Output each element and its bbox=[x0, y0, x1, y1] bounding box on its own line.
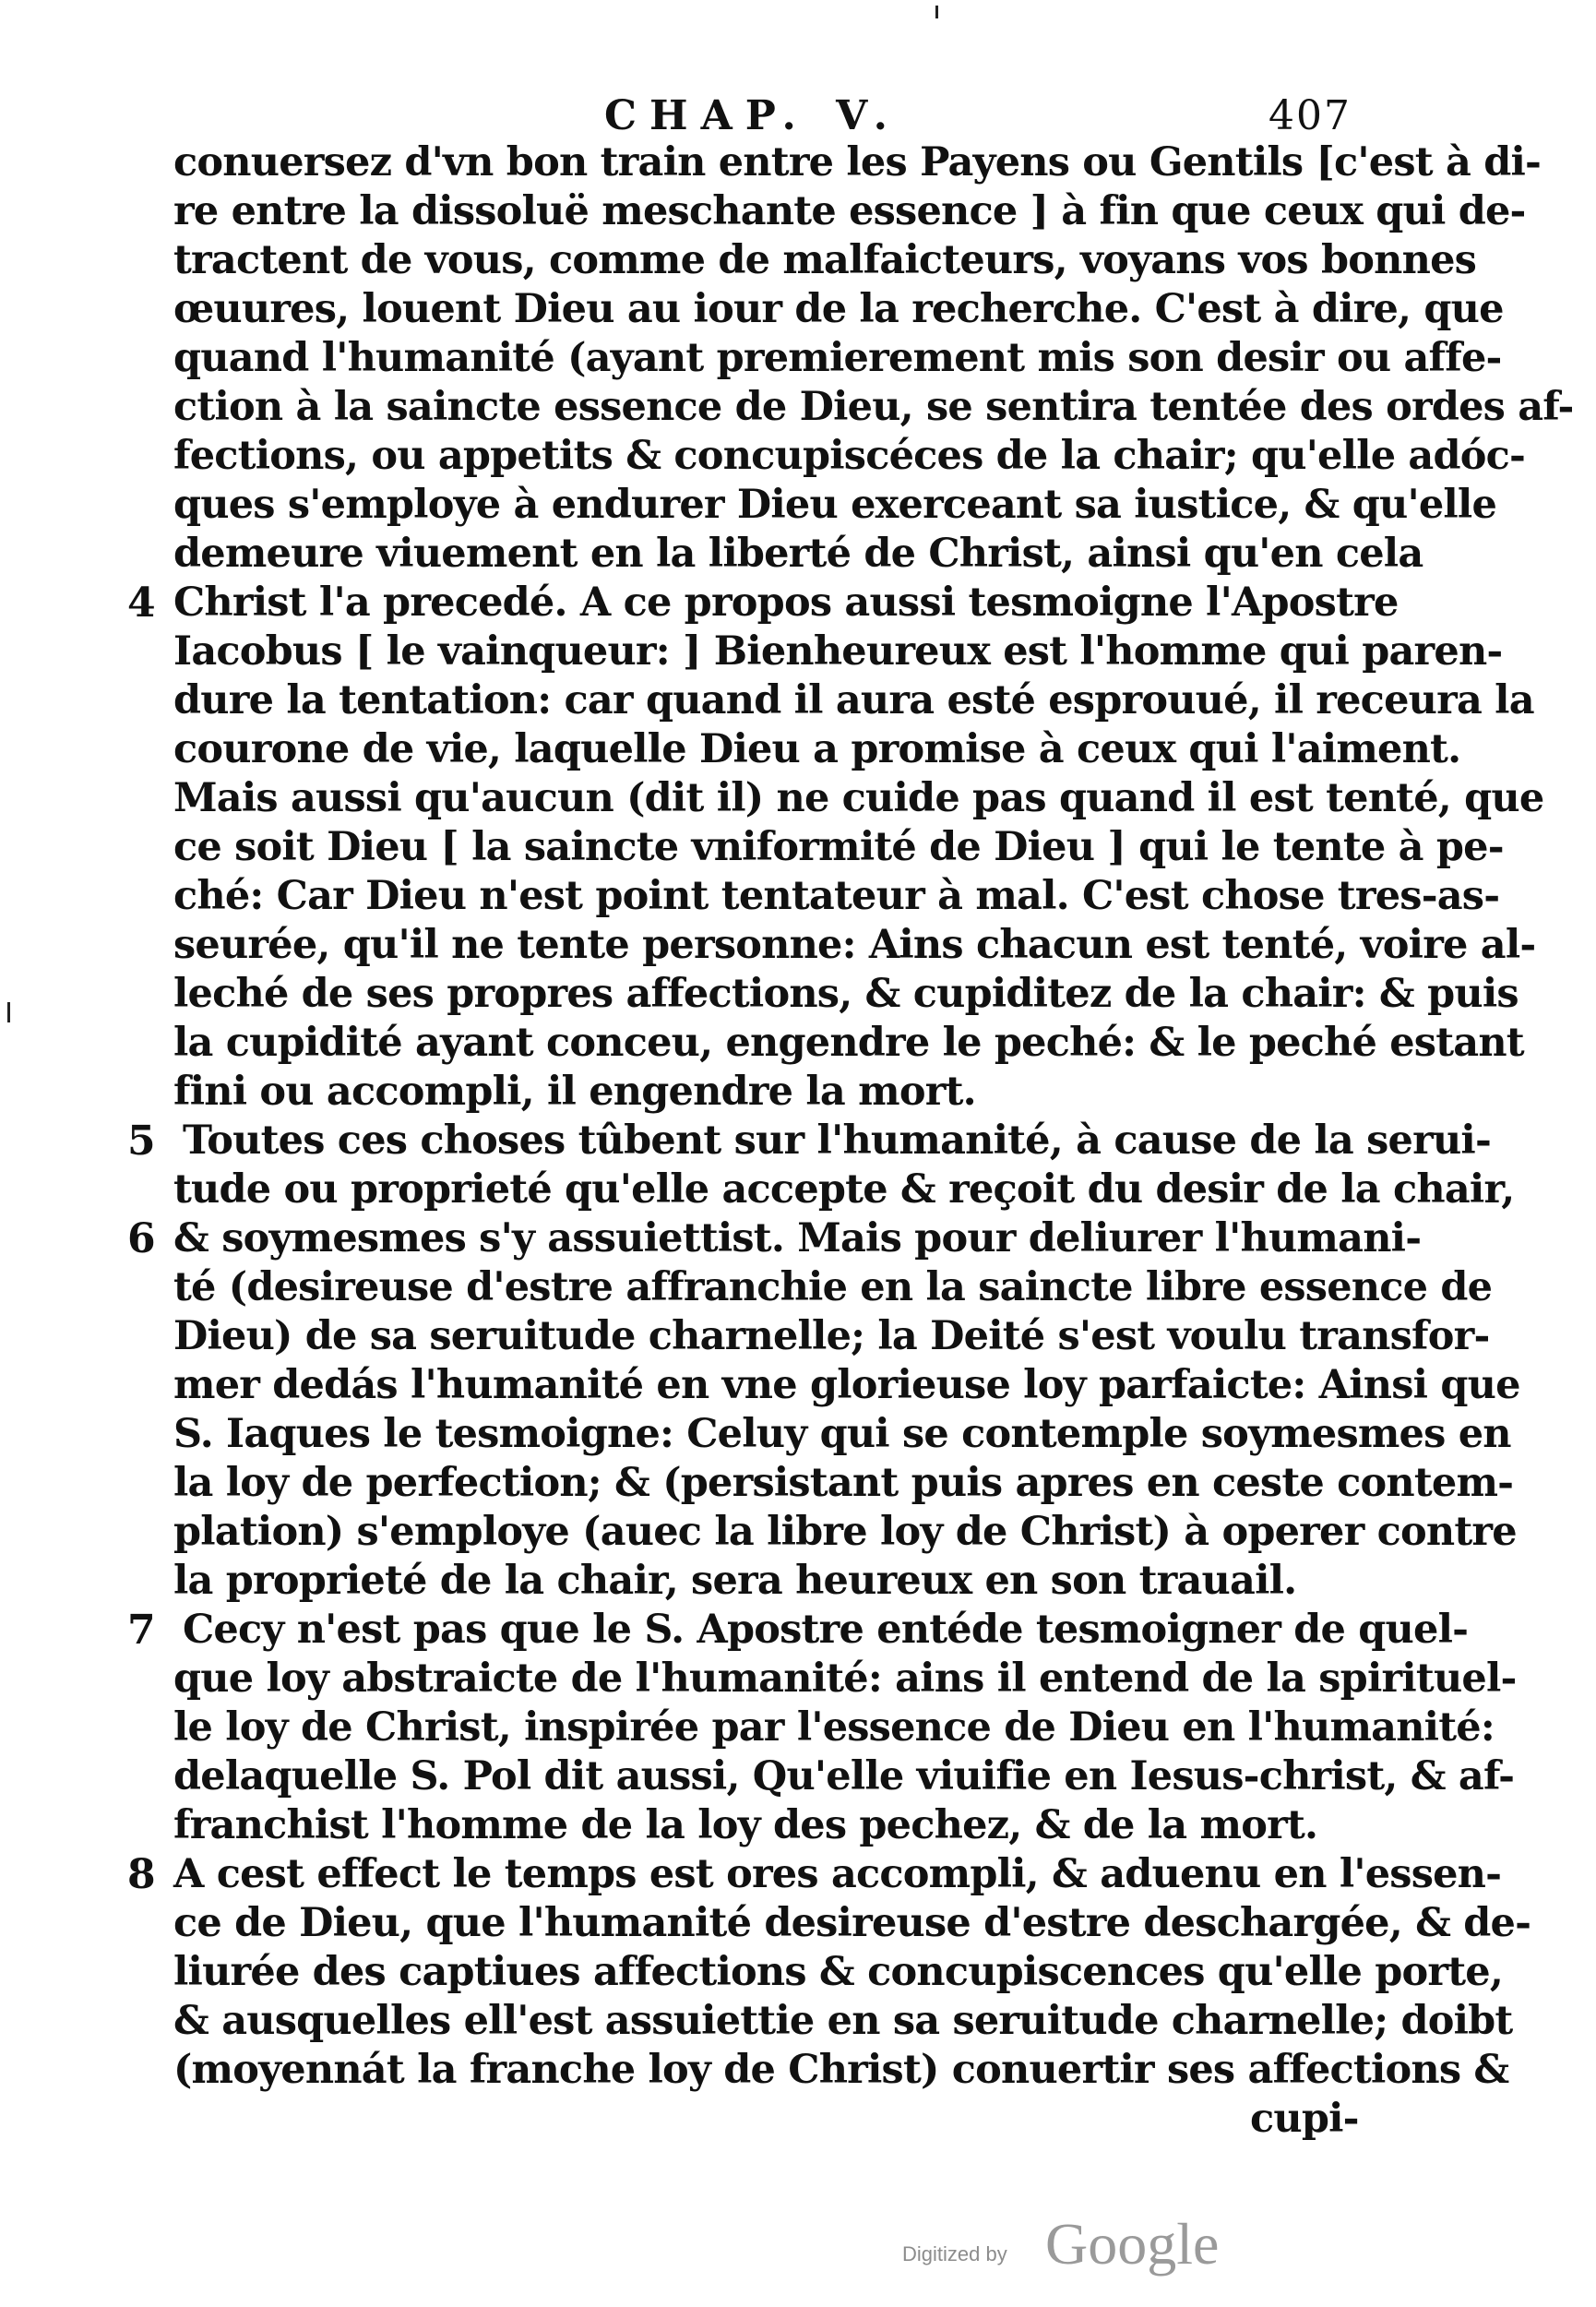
ink-speck bbox=[935, 6, 938, 18]
text-line: plation) s'employe (auec la libre loy de Christ) à operer contre bbox=[173, 1509, 1517, 1555]
text-line: leché de ses propres affections, & cupiditez de la chair: & puis bbox=[173, 971, 1519, 1017]
text-line: té (desireuse d'estre affranchie en la saincte libre essence de bbox=[173, 1264, 1493, 1310]
watermark-caption: Digitized by bbox=[902, 2242, 1007, 2265]
text-line: (moyennát la franche loy de Christ) conuertir ses affections & bbox=[173, 2047, 1509, 2093]
text-line: Dieu) de sa seruitude charnelle; la Deité s'est voulu transfor- bbox=[173, 1313, 1490, 1359]
text-line: conuersez d'vn bon train entre les Payens ou Gentils [c'est à di- bbox=[173, 139, 1542, 185]
text-line: & soymesmes s'y assuiettist. Mais pour deliurer l'humani- bbox=[173, 1215, 1422, 1261]
text-line: œuures, louent Dieu au iour de la recherche. C'est à dire, que bbox=[173, 286, 1504, 332]
text-line: Mais aussi qu'aucun (dit il) ne cuide pas quand il est tenté, que bbox=[173, 775, 1544, 821]
verse-number: 7 bbox=[127, 1607, 156, 1654]
verse-number: 5 bbox=[127, 1118, 156, 1165]
verse-number: 6 bbox=[127, 1215, 156, 1262]
text-line: ce de Dieu, que l'humanité desireuse d'estre deschargée, & de- bbox=[173, 1900, 1531, 1946]
text-line: mer dedás l'humanité en vne glorieuse loy parfaicte: Ainsi que bbox=[173, 1362, 1520, 1408]
text-line: Cecy n'est pas que le S. Apostre entéde tesmoigner de quel- bbox=[183, 1607, 1469, 1653]
text-line: fections, ou appetits & concupiscéces de la chair; qu'elle adóc- bbox=[173, 433, 1526, 479]
text-line: ce soit Dieu [ la saincte vniformité de Dieu ] qui le tente à pe- bbox=[173, 824, 1504, 870]
verse-number: 4 bbox=[127, 580, 156, 627]
text-line: ction à la saincte essence de Dieu, se sentira tentée des ordes af- bbox=[173, 384, 1574, 430]
text-line: la loy de perfection; & (persistant puis apres en ceste contem- bbox=[173, 1460, 1514, 1506]
text-line: tude ou proprieté qu'elle accepte & reçoit du desir de la chair, bbox=[173, 1166, 1515, 1213]
text-line: courone de vie, laquelle Dieu a promise à ceux qui l'aiment. bbox=[173, 726, 1461, 772]
text-line: Christ l'a precedé. A ce propos aussi tesmoigne l'Apostre bbox=[173, 580, 1399, 626]
text-line: demeure viuement en la liberté de Christ, ainsi qu'en cela bbox=[173, 531, 1423, 577]
text-line: liurée des captiues affections & concupiscences qu'elle porte, bbox=[173, 1949, 1504, 1995]
catchword: cupi- bbox=[1250, 2096, 1359, 2142]
text-line: S. Iaques le tesmoigne: Celuy qui se contemple soymesmes en bbox=[173, 1411, 1511, 1457]
running-head: CHAP. V. bbox=[604, 92, 900, 139]
text-line: ques s'employe à endurer Dieu exerceant sa iustice, & qu'elle bbox=[173, 482, 1497, 528]
text-line: dure la tentation: car quand il aura esté esprouué, il receura la bbox=[173, 677, 1534, 723]
text-line: franchist l'homme de la loy des pechez, & de la mort. bbox=[173, 1802, 1318, 1848]
text-line: A cest effect le temps est ores accompli, & aduenu en l'essen- bbox=[173, 1851, 1502, 1897]
page-header bbox=[0, 89, 1596, 144]
text-line: le loy de Christ, inspirée par l'essence de Dieu en l'humanité: bbox=[173, 1704, 1495, 1751]
text-line: Iacobus [ le vainqueur: ] Bienheureux est l'homme qui paren- bbox=[173, 628, 1503, 675]
text-line: Toutes ces choses tûbent sur l'humanité, à cause de la serui- bbox=[183, 1118, 1491, 1164]
text-line: seurée, qu'il ne tente personne: Ains chacun est tenté, voire al- bbox=[173, 922, 1536, 968]
text-line: la cupidité ayant conceu, engendre le peché: & le peché estant bbox=[173, 1020, 1524, 1066]
text-line: delaquelle S. Pol dit aussi, Qu'elle viuifie en Iesus-christ, & af- bbox=[173, 1753, 1515, 1799]
text-line: quand l'humanité (ayant premierement mis son desir ou affe- bbox=[173, 335, 1502, 381]
margin-mark bbox=[7, 1002, 10, 1022]
text-line: ché: Car Dieu n'est point tentateur à mal. C'est chose tres-as- bbox=[173, 873, 1500, 919]
text-line: tractent de vous, comme de malfaicteurs, voyans vos bonnes bbox=[173, 237, 1477, 283]
text-line: fini ou accompli, il engendre la mort. bbox=[173, 1069, 976, 1115]
google-logo: Google bbox=[1045, 2211, 1220, 2277]
page-number: 407 bbox=[1268, 92, 1352, 139]
text-line: que loy abstraicte de l'humanité: ains il entend de la spirituel- bbox=[173, 1656, 1517, 1702]
verse-number: 8 bbox=[127, 1851, 156, 1898]
text-line: re entre la dissoluë meschante essence ] à fin que ceux qui de- bbox=[173, 188, 1526, 234]
text-line: la proprieté de la chair, sera heureux en son trauail. bbox=[173, 1558, 1297, 1604]
text-line: & ausquelles ell'est assuiettie en sa seruitude charnelle; doibt bbox=[173, 1998, 1513, 2044]
